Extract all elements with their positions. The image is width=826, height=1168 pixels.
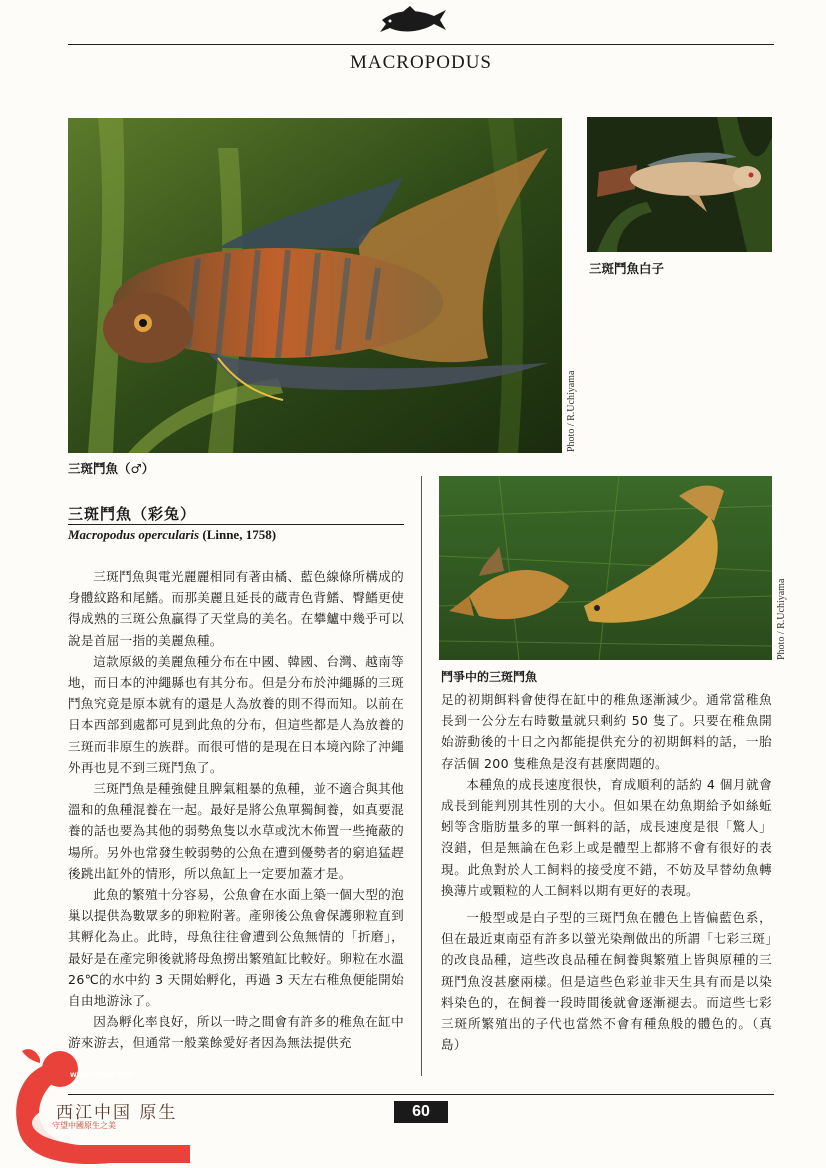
caption-albino-fish: 三斑鬥魚白子	[589, 261, 665, 276]
left-column	[68, 566, 404, 1054]
paragraph: 三斑鬥魚與電光麗麗相同有著由橘、藍色線條所構成的身體紋路和尾鰭。而那美麗且延長的蔵青色背鰭、臀鰭更使得成熟的三斑公魚贏得了天堂鳥的美名。在攀鱸中幾乎可以說是首屈一指的美麗魚種。	[68, 569, 404, 648]
fish-logo-icon	[376, 6, 448, 42]
photo-credit-fight: Photo / R.Uchiyama	[776, 578, 787, 660]
caption-fighting-fish: 鬥爭中的三斑鬥魚	[441, 670, 538, 684]
page-number: 60	[394, 1101, 448, 1123]
photo-fighting-fish	[439, 476, 772, 660]
paragraph: 三斑鬥魚是種強健且脾氣粗暴的魚種，並不適合與其他溫和的魚種混養在一起。最好是將公魚單獨飼養，如真要混養的話也要為其他的弱勢魚隻以水草或沈木佈置一些掩蔽的場所。另外也常發生較弱勢的公魚在遭到優勢者的窮追猛趕後跳出缸外的情形，所以魚缸上一定要加蓋才是。	[68, 781, 404, 881]
caption-main-fish: 三斑鬥魚（♂）	[68, 461, 155, 476]
paragraph: 這款原級的美麗魚種分布在中國、韓國、台灣、越南等地，而日本的沖繩縣也有其分布。但是分布於沖繩縣的三斑鬥魚究竟是原本就有的還是人為放養的則不得而知。以前在日本西部到處都可見到此魚的分布，但這些都是人為放養的三斑而非原生的族群。而很可惜的是現在日本境內除了沖繩外再也見不到三斑鬥魚了。	[68, 653, 404, 775]
paragraph: 一般型或是白子型的三斑鬥魚在體色上皆偏藍色系，但在最近東南亞有許多以螢光染劑做出的所謂「七彩三斑」的改良品種，這些改良品種在飼養與繁殖上皆與原種的三斑鬥魚沒甚麼兩樣。但是這些色彩並非天生具有而是以染料染色的，在飼養一段時間後就會逐漸褪去。而這些七彩三斑所繁殖出的子代也當然不會有種魚般的體色的。（真島）	[441, 910, 772, 1053]
right-column	[441, 689, 772, 1055]
section-title: 三斑鬥魚（彩兔）	[68, 505, 197, 523]
photo-credit-main: Photo / R.Uchiyama	[566, 370, 577, 452]
section-rule	[68, 524, 404, 525]
watermark-text: 西江中国 原生	[56, 1103, 178, 1123]
photo-main-fish	[68, 118, 562, 453]
photo-albino-fish	[587, 117, 772, 252]
paragraph: 足的初期餌料會使得在缸中的稚魚逐漸減少。通常當稚魚長到一公分左右時數量就只剩約 50 隻了。只要在稚魚開始游動後的十日之內都能提供充分的初期餌料的話，一胎存活個 200 隻稚魚是沒有甚麼問題的。	[441, 692, 772, 771]
authority: (Linne, 1758)	[202, 527, 277, 542]
paragraph: 本種魚的成長速度很快，育成順利的話約 4 個月就會成長到能判別其性別的大小。但如果在幼魚期給予如絲蚯蚓等含脂肪量多的單一餌料的話，成長速度是很「驚人」沒錯，但是無論在色彩上或是體型上都將不會有很好的表現。此魚對於人工飼料的接受度不錯，不妨及早替幼魚轉換薄片或顆粒的人工飼料以期有更好的表現。	[441, 776, 772, 898]
scientific-name-line	[68, 527, 276, 543]
watermark-subtitle: 守望中國原生之美	[52, 1121, 116, 1130]
paragraph: 因為孵化率良好，所以一時之間會有許多的稚魚在缸中游來游去，但通常一般業餘愛好者因為無法提供充	[68, 1014, 404, 1051]
column-divider	[421, 476, 422, 1076]
paragraph: 此魚的繁殖十分容易，公魚會在水面上築一個大型的泡巢以提供為數眾多的卵粒附著。產卵後公魚會保護卵粒直到其孵化為止。此時，母魚往往會遭到公魚無情的「折磨」，最好是在產完卵後就將母魚撈出繁殖缸比較好。卵粒在水溫 26℃的水中約 3 天開始孵化，再過 3 天左右稚魚便能開始自由地游泳了。	[68, 887, 404, 1009]
scientific-name: Macropodus opercularis	[68, 527, 200, 542]
header-rule	[68, 44, 774, 45]
watermark-url: WWW.CCH2O.COM	[70, 1072, 133, 1079]
page-header-title: MACROPODUS	[350, 52, 492, 73]
